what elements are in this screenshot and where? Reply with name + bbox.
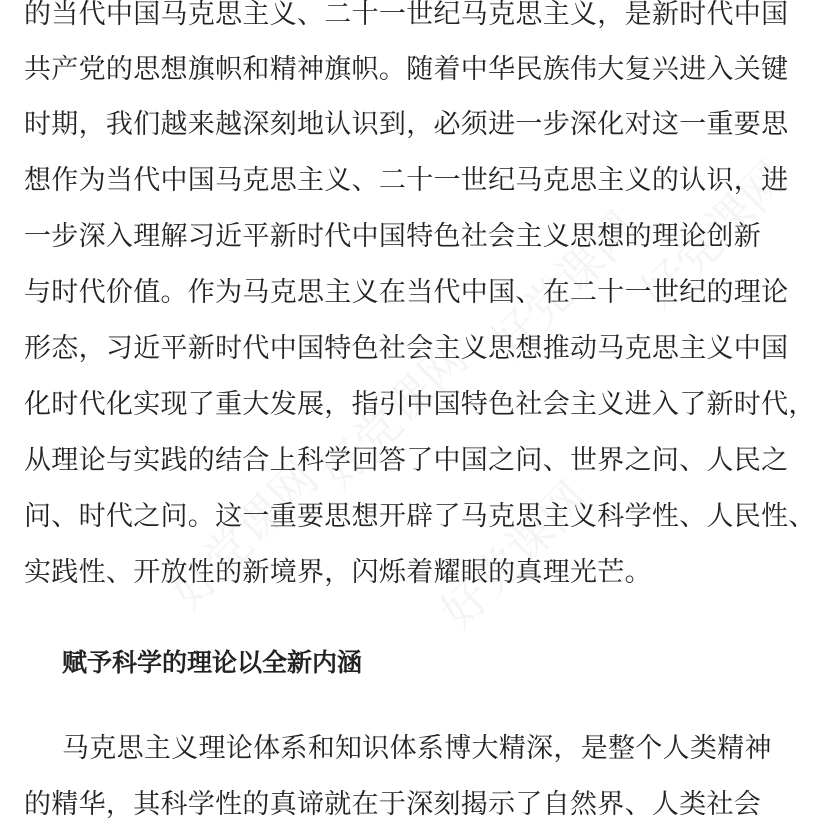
paragraph-line: 化时代化实现了重大发展，指引中国特色社会主义进入了新时代， [24, 389, 816, 420]
section-heading: 赋予科学的理论以全新内涵 [62, 648, 363, 677]
paragraph-line: 与时代价值。作为马克思主义在当代中国、在二十一世纪的理论 [24, 277, 789, 308]
watermark: 好党课网 [159, 450, 329, 620]
watermark: 好党课网 [479, 200, 649, 370]
paragraph-line: 的精华，其科学性的真谛就在于深刻揭示了自然界、人类社会 [24, 789, 762, 820]
paragraph-line: 实践性、开放性的新境界，闪烁着耀眼的真理光芒。 [24, 557, 652, 588]
watermark: 好党课网 [309, 330, 479, 500]
paragraph-line: 时期，我们越来越深刻地认识到，必须进一步深化对这一重要思 [24, 109, 789, 140]
paragraph-line: 想作为当代中国马克思主义、二十一世纪马克思主义的认识，进 [24, 165, 789, 196]
paragraph-line: 问、时代之问。这一重要思想开辟了马克思主义科学性、人民性、 [24, 501, 816, 532]
paragraph-line: 的当代中国马克思主义、二十一世纪马克思主义，是新时代中国 [24, 0, 789, 30]
paragraph-line: 一步深入理解习近平新时代中国特色社会主义思想的理论创新 [24, 221, 762, 252]
paragraph-line: 共产党的思想旗帜和精神旗帜。随着中华民族伟大复兴进入关键 [24, 54, 789, 85]
watermark: 好党课网 [429, 470, 599, 640]
paragraph-line: 从理论与实践的结合上科学回答了中国之问、世界之问、人民之 [24, 445, 789, 476]
watermark: 好党课网 [629, 150, 799, 320]
paragraph-line: 马克思主义理论体系和知识体系博大精深，是整个人类精神 [62, 733, 772, 764]
paragraph-line: 形态，习近平新时代中国特色社会主义思想推动马克思主义中国 [24, 333, 789, 364]
